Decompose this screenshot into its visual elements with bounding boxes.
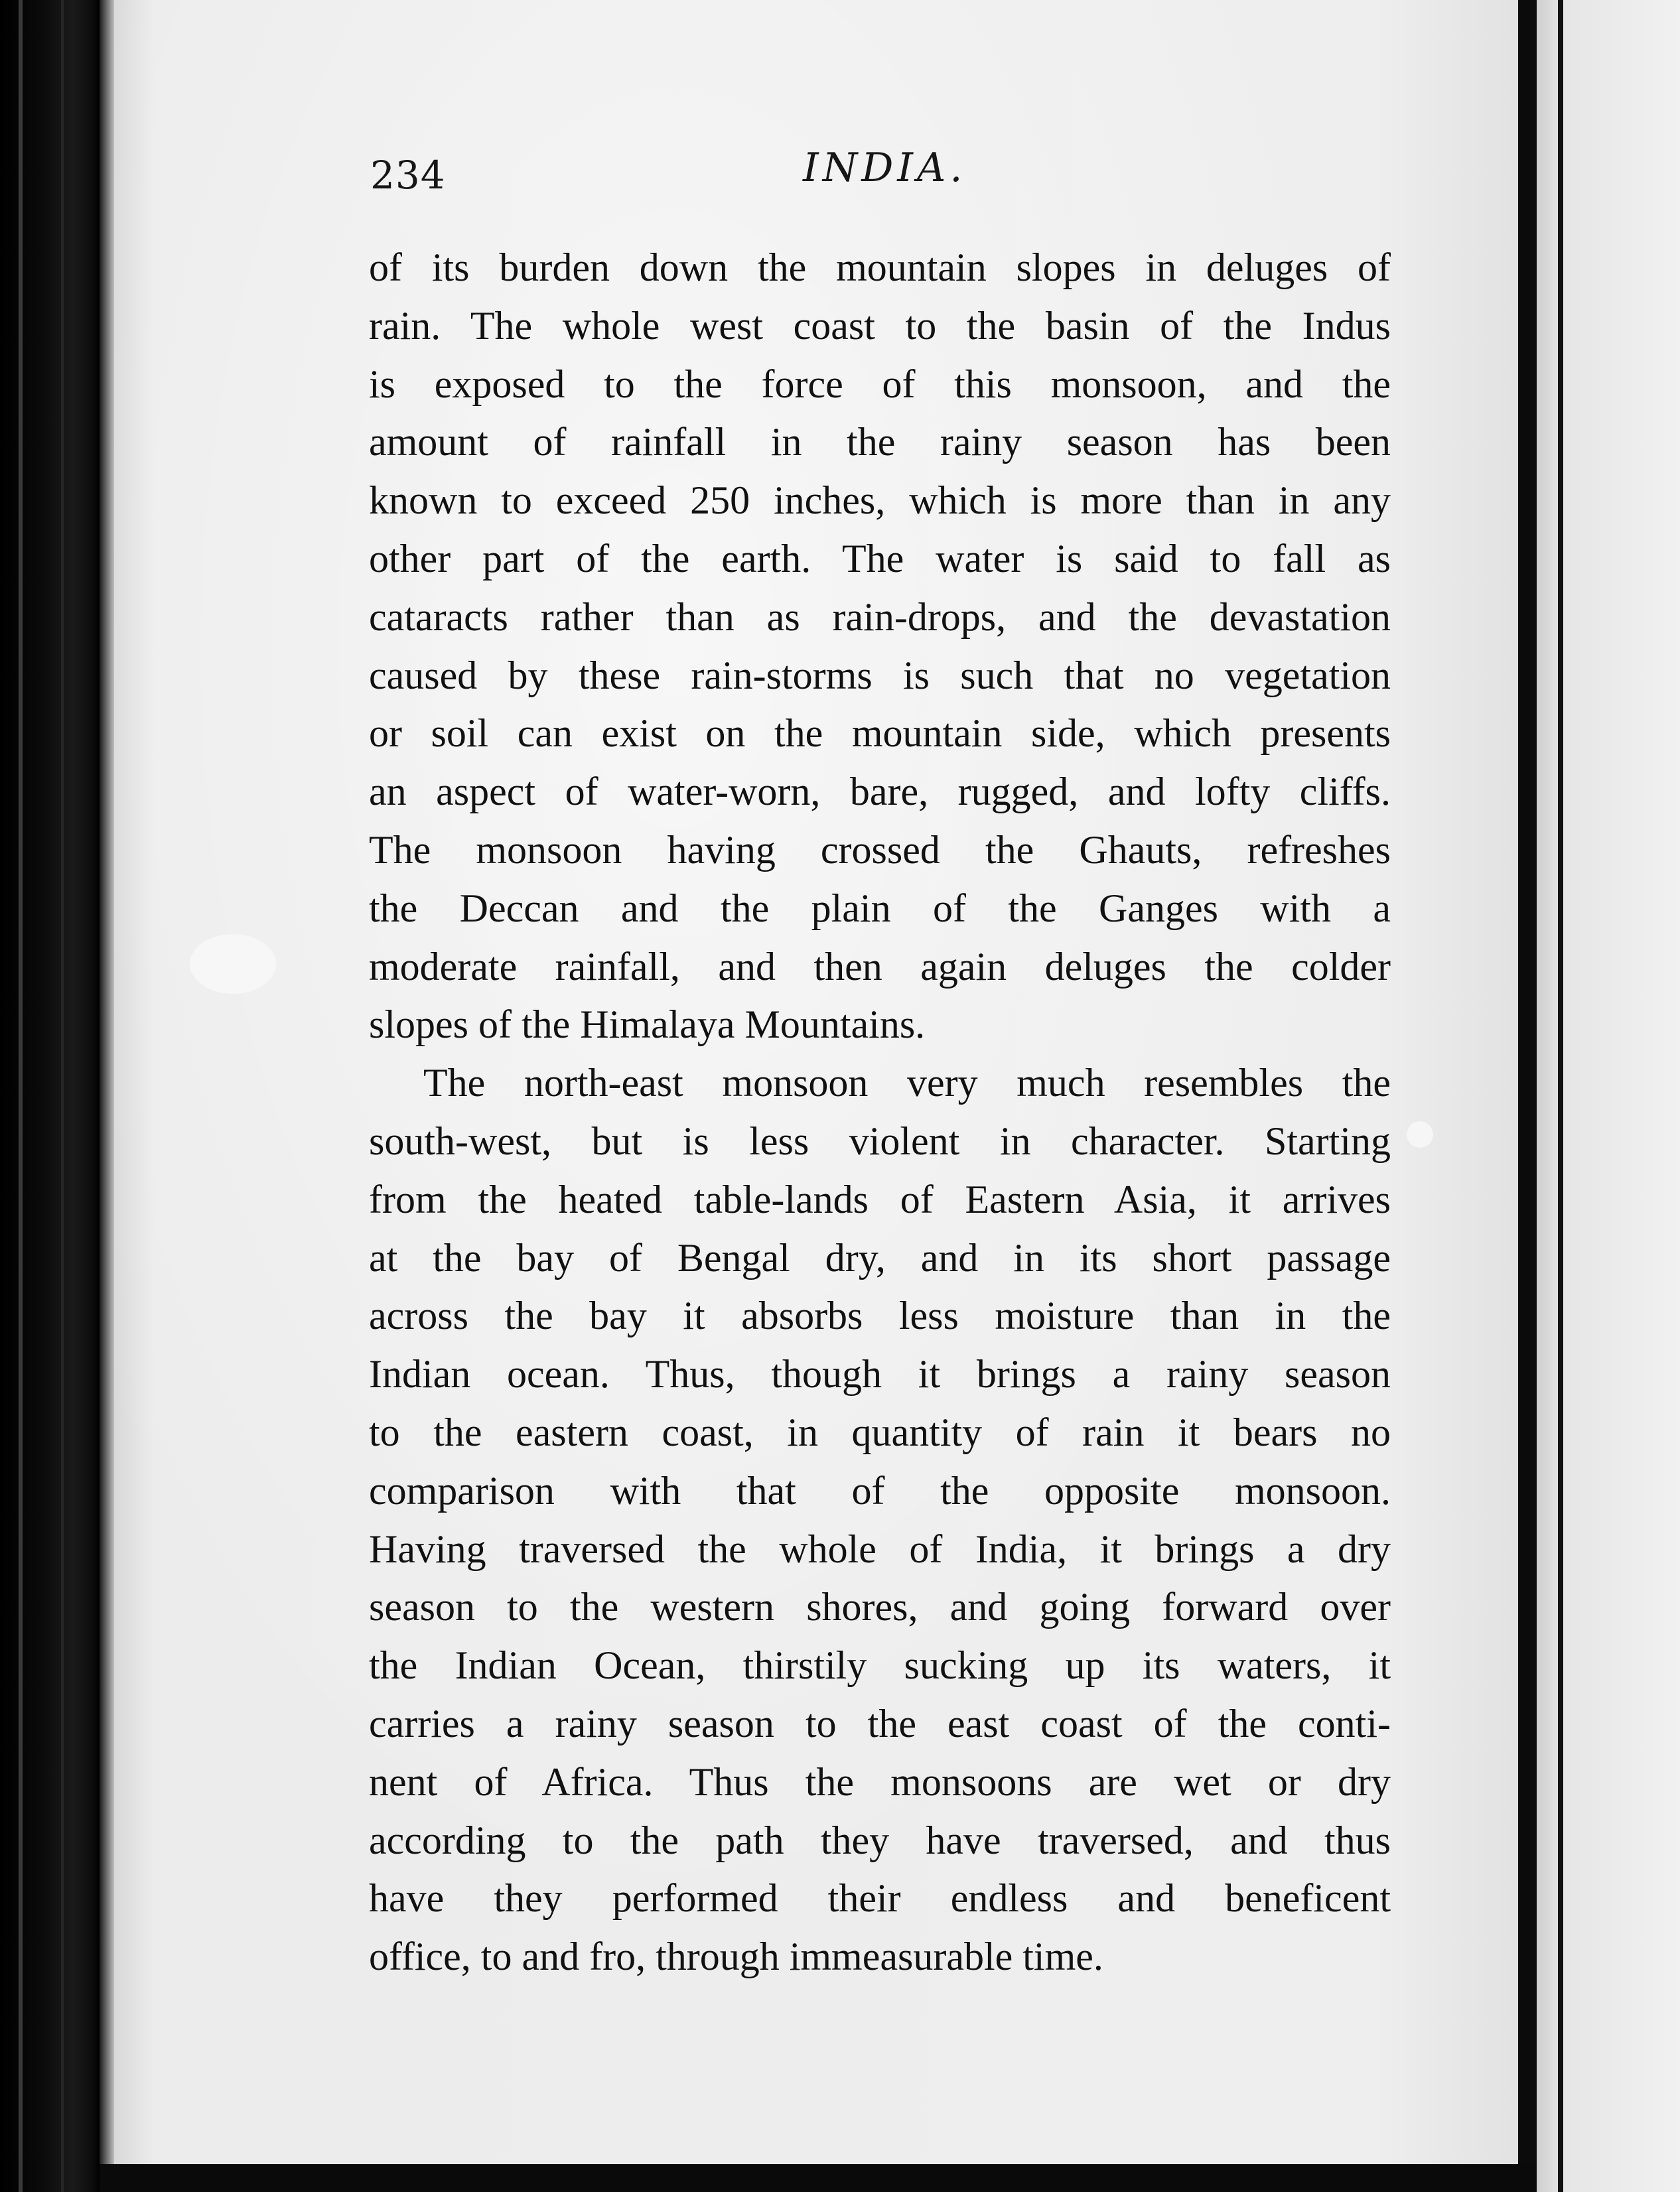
page-gutter <box>1518 0 1537 2192</box>
text-line: an aspect of water-worn, bare, rugged, and lofty cliffs. <box>369 770 1391 814</box>
text-line: comparison with that of the opposite monsoon. <box>369 1468 1391 1513</box>
text-line: moderate rainfall, and then again deluges the colder <box>369 944 1391 989</box>
text-line: have they performed their endless and beneficent <box>369 1876 1391 1921</box>
text-line: amount of rainfall in the rainy season has been <box>369 420 1391 464</box>
text-line: The north-east monsoon very much resembles the <box>423 1061 1391 1105</box>
text-line: season to the western shores, and going forward over <box>369 1585 1391 1629</box>
spine-edge-line <box>61 0 64 2192</box>
body-text <box>369 239 1391 1986</box>
scan-speck <box>1407 1121 1433 1148</box>
text-line: of its burden down the mountain slopes in deluges of <box>369 245 1391 289</box>
text-line: Having traversed the whole of India, it brings a dry <box>369 1527 1391 1571</box>
text-line: slopes of the Himalaya Mountains. <box>369 1002 926 1047</box>
text-line: cataracts rather than as rain-drops, and the devastation <box>369 594 1391 639</box>
paragraph-2 <box>369 1054 1391 1986</box>
text-line: the Indian Ocean, thirstily sucking up its waters, it <box>369 1643 1391 1688</box>
text-line: caused by these rain-storms is such that no vegetation <box>369 653 1391 697</box>
scan-speck <box>190 934 276 994</box>
text-line: nent of Africa. Thus the monsoons are wet or dry <box>369 1759 1391 1804</box>
bottom-shadow <box>100 2164 1537 2192</box>
text-line: known to exceed 250 inches, which is more than in any <box>369 478 1391 523</box>
text-line: the Deccan and the plain of the Ganges with a <box>369 886 1391 930</box>
text-line: office, to and fro, through immeasurable time. <box>369 1935 1103 1979</box>
text-line: at the bay of Bengal dry, and in its short passage <box>369 1235 1391 1280</box>
text-line: according to the path they have traversed, and thus <box>369 1818 1391 1862</box>
text-line: Indian ocean. Thus, though it brings a rainy season <box>369 1352 1391 1397</box>
text-line: south-west, but is less violent in character. Starting <box>369 1119 1391 1163</box>
running-head <box>370 145 1392 204</box>
page-number: 234 <box>370 153 446 198</box>
text-line: rain. The whole west coast to the basin of the Indus <box>369 303 1391 348</box>
paragraph-1 <box>369 239 1391 1054</box>
page-left-edge <box>100 0 114 2192</box>
text-line: other part of the earth. The water is said to fall as <box>369 536 1391 581</box>
running-title: INDIA. <box>803 145 967 191</box>
text-line: carries a rainy season to the east coast of the conti- <box>369 1701 1391 1746</box>
text-line: or soil can exist on the mountain side, which presents <box>369 711 1391 756</box>
text-line: from the heated table-lands of Eastern Asia, it arrives <box>369 1177 1391 1221</box>
spine-edge-line <box>19 0 23 2192</box>
text-line: is exposed to the force of this monsoon, and the <box>369 362 1391 406</box>
adjacent-page-edge-line <box>1558 0 1563 2192</box>
text-line: to the eastern coast, in quantity of rain it bears no <box>369 1410 1391 1454</box>
text-line: across the bay it absorbs less moisture than in the <box>369 1294 1391 1338</box>
text-line: The monsoon having crossed the Ghauts, refreshes <box>369 827 1391 872</box>
book-spine <box>0 0 100 2192</box>
